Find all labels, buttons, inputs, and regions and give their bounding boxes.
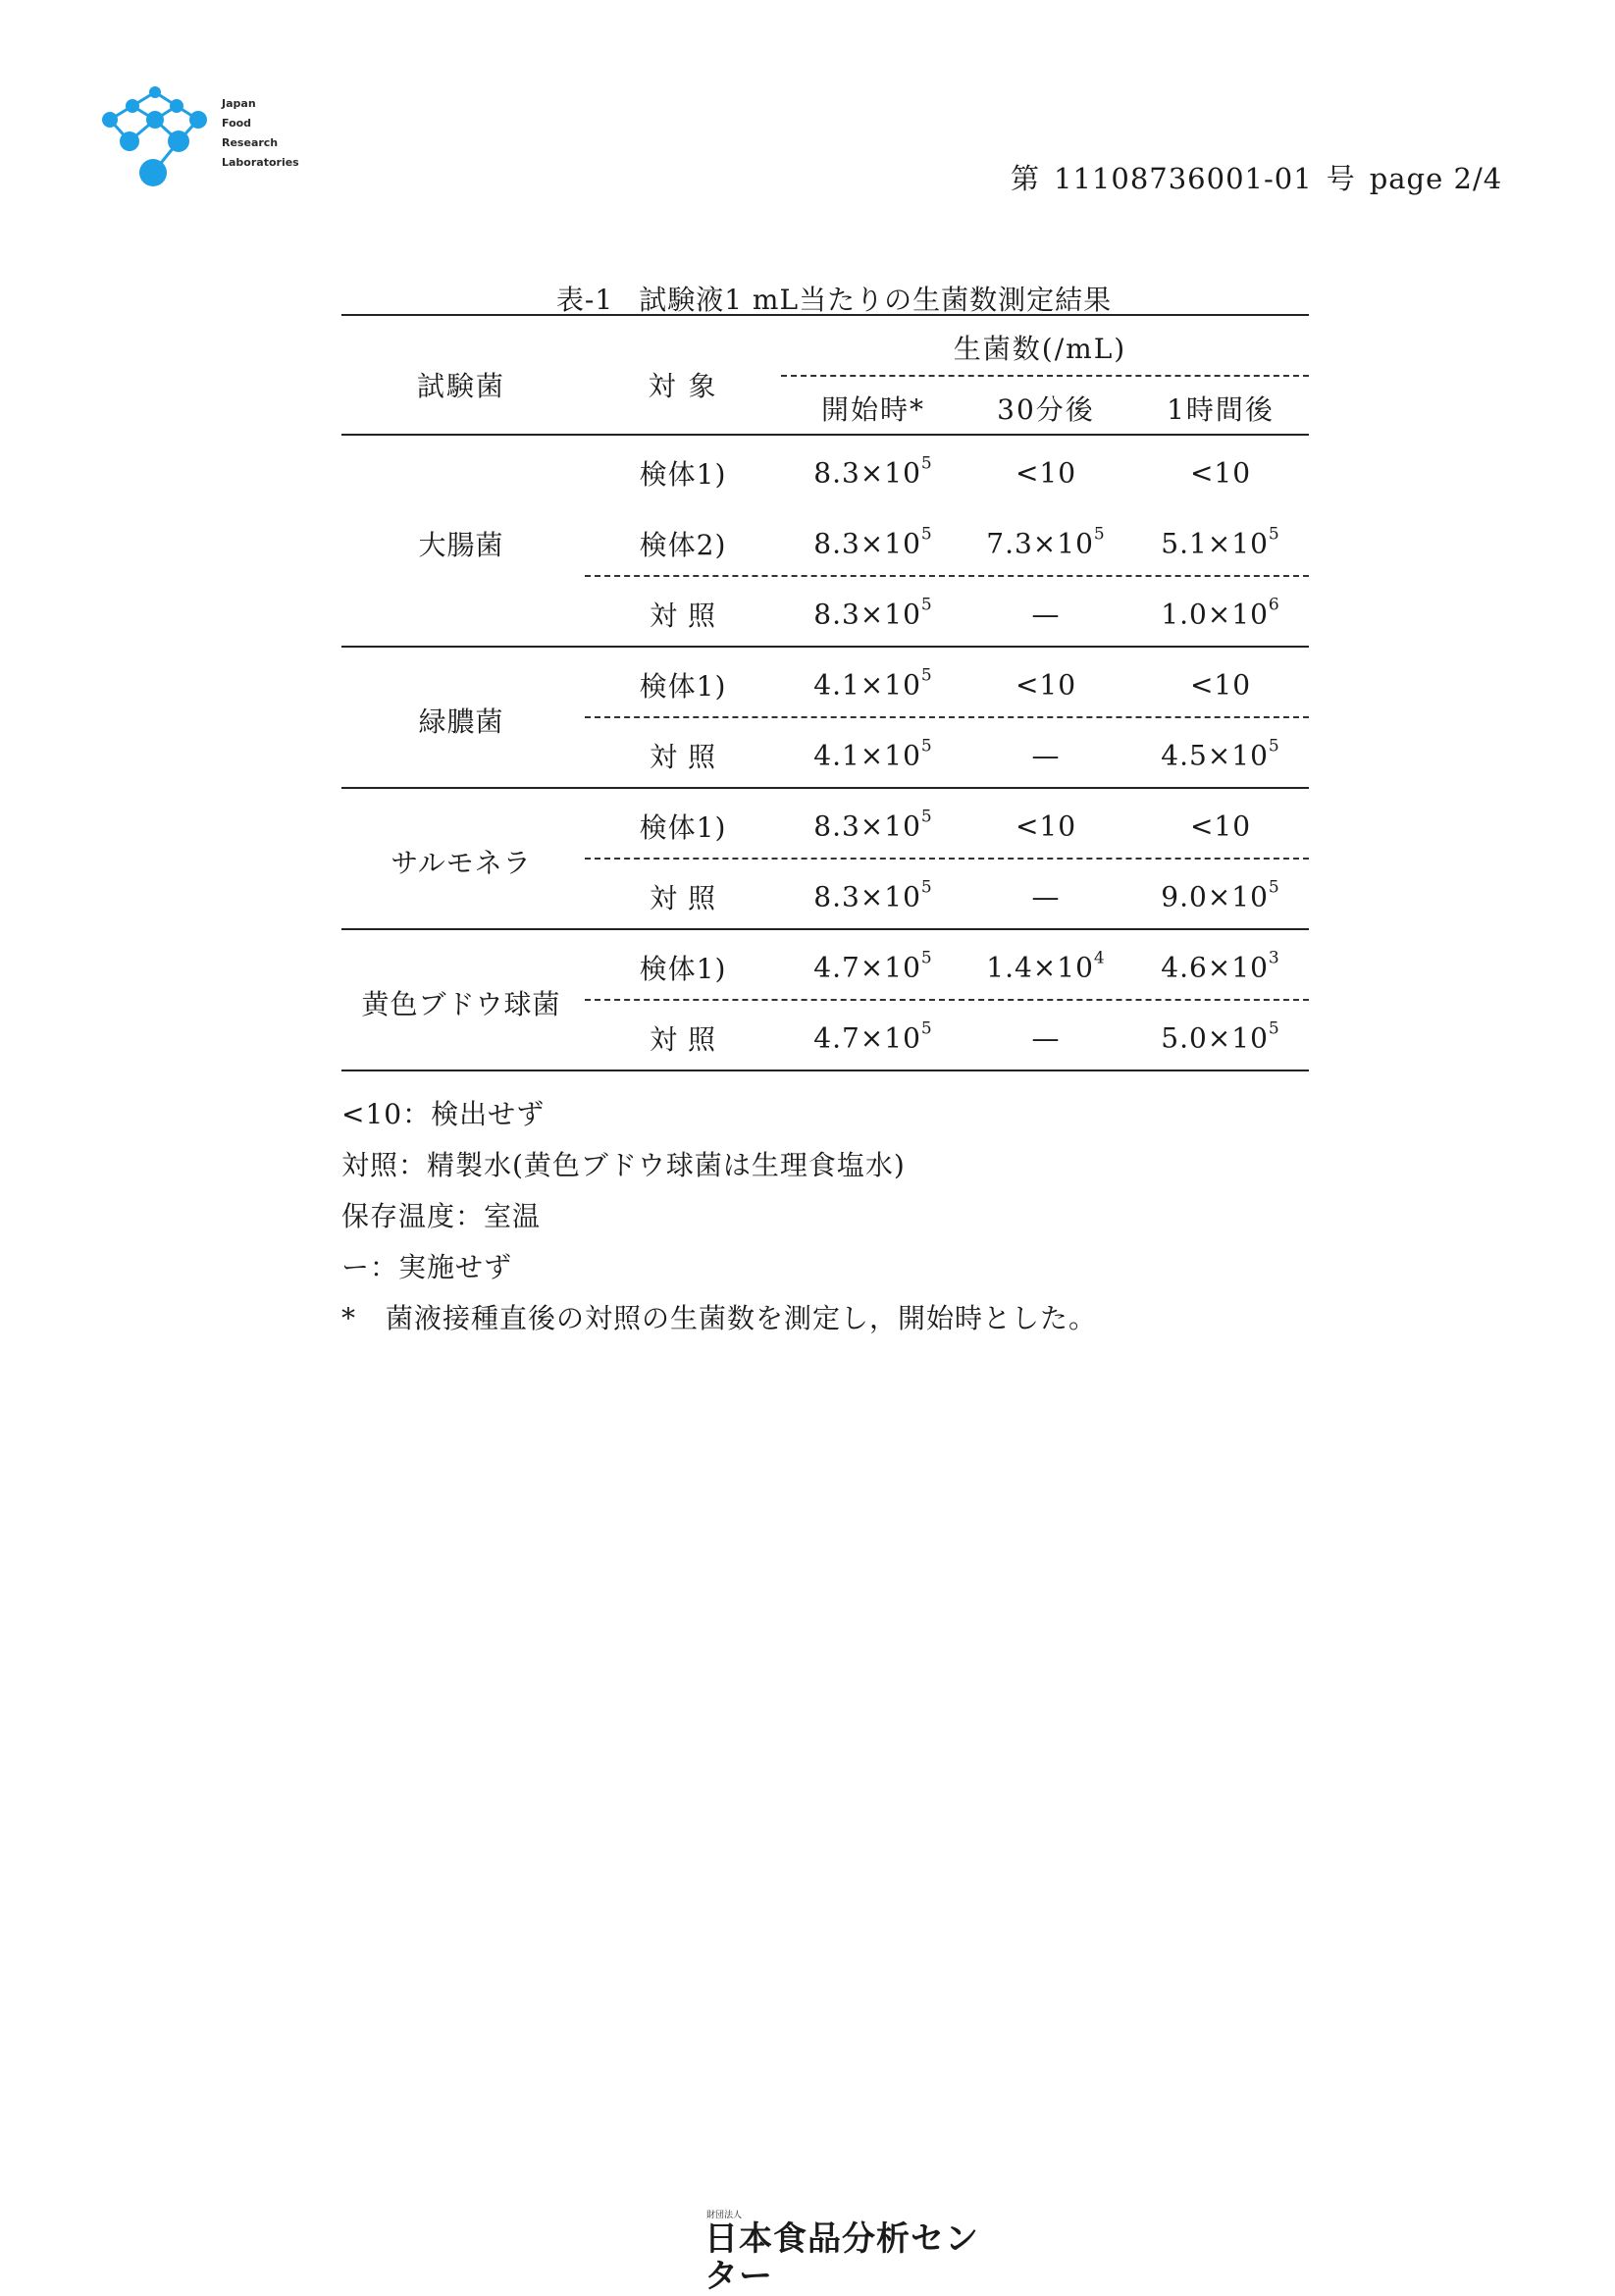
times-ten: ×10 [860, 739, 921, 772]
cell-mantissa: 4.7 [813, 951, 860, 984]
cell-1hour [1161, 877, 1280, 913]
times-ten: ×10 [860, 880, 921, 913]
cell-exponent: 5 [920, 665, 933, 686]
footnote-mark: * [341, 1302, 356, 1334]
footnote-text: 菌液接種直後の対照の生菌数を測定し，開始時とした。 [386, 1302, 1098, 1334]
cell-1hour [1161, 948, 1280, 984]
group-rule [341, 787, 1309, 789]
footer-organization [704, 2208, 999, 2295]
cell-mantissa: 8.3 [813, 598, 860, 631]
organism-label: 大腸菌 [418, 529, 504, 561]
times-ten: ×10 [1207, 739, 1269, 772]
cell-exponent: 5 [1268, 1018, 1280, 1039]
cell-30min: — [1031, 880, 1061, 913]
table-title [343, 279, 1325, 318]
header-start: 開始時* [820, 393, 926, 426]
cell-exponent: 5 [920, 948, 933, 968]
cell-start [813, 807, 933, 843]
cell-exponent: 5 [920, 877, 933, 898]
cell-30min: — [1031, 598, 1061, 631]
cell-mantissa: 8.3 [813, 456, 860, 490]
cell-exponent: 5 [1268, 524, 1280, 545]
times-ten: ×10 [1207, 880, 1269, 913]
cell-30min [986, 948, 1106, 984]
times-ten: ×10 [860, 598, 921, 631]
cell-1hour: <10 [1189, 456, 1252, 490]
cell-start [813, 877, 933, 913]
cell-mantissa: 7.3 [986, 527, 1033, 560]
molecule-logo-icon [88, 78, 226, 196]
footer-small-label: 財団法人 [706, 2211, 743, 2220]
logo-wordmark [222, 94, 299, 173]
cell-start [813, 453, 933, 490]
row-target: 対 照 [650, 600, 716, 632]
row-divider [585, 575, 1309, 577]
cell-mantissa: 5.0 [1161, 1021, 1208, 1055]
doc-number-suffix: 号 [1326, 162, 1356, 195]
header-organism: 試験菌 [416, 370, 506, 402]
group-rule [341, 928, 1309, 930]
times-ten: ×10 [860, 809, 921, 843]
footer-name: 日本食品分析センター [704, 2219, 979, 2296]
cell-exponent: 4 [1093, 948, 1106, 968]
cell-mantissa: 8.3 [813, 880, 860, 913]
cell-mantissa: 4.1 [813, 668, 860, 702]
cell-exponent: 5 [1268, 736, 1280, 757]
cell-start [813, 948, 933, 984]
cell-start [813, 595, 933, 631]
times-ten: ×10 [1207, 1021, 1269, 1055]
company-logo [88, 78, 314, 196]
cell-start [813, 1018, 933, 1055]
times-ten: ×10 [860, 456, 921, 490]
cell-1hour [1161, 524, 1280, 560]
cell-exponent: 5 [920, 736, 933, 757]
cell-1hour [1161, 736, 1280, 772]
logo-line-3: Research [222, 136, 279, 149]
cell-mantissa: 1.4 [986, 951, 1033, 984]
footnote [341, 1293, 1097, 1344]
group-rule [341, 646, 1309, 648]
cell-mantissa: 9.0 [1161, 880, 1208, 913]
times-ten: ×10 [1032, 951, 1094, 984]
cell-mantissa: 4.5 [1161, 739, 1208, 772]
note-not-performed: ー：実施せず [341, 1251, 513, 1283]
note-storage-temp: 保存温度：室温 [341, 1200, 542, 1232]
cell-mantissa: 8.3 [813, 809, 860, 843]
cell-30min: — [1031, 1021, 1061, 1055]
page-indicator: page 2/4 [1369, 162, 1503, 195]
document-number [1011, 157, 1516, 197]
table-number: 表-1 [555, 284, 614, 316]
header-30min: 30分後 [997, 393, 1095, 426]
cell-1hour [1161, 1018, 1280, 1055]
cell-exponent: 5 [920, 1018, 933, 1039]
cell-exponent: 5 [1268, 877, 1280, 898]
times-ten: ×10 [1207, 598, 1269, 631]
note-control: 対照：精製水(黄色ブドウ球菌は生理食塩水) [341, 1149, 906, 1181]
cell-start [813, 736, 933, 772]
cell-30min [986, 524, 1106, 560]
times-ten: ×10 [1207, 527, 1269, 560]
cell-30min: <10 [1015, 668, 1077, 702]
table-caption: 試験液1 mL当たりの生菌数測定結果 [639, 284, 1113, 316]
times-ten: ×10 [860, 668, 921, 702]
times-ten: ×10 [860, 1021, 921, 1055]
header-bottom-rule [341, 434, 1309, 436]
note-not-detected: <10：検出せず [341, 1098, 546, 1130]
times-ten: ×10 [1207, 951, 1269, 984]
cell-1hour [1161, 595, 1280, 631]
row-target: 対 照 [650, 1023, 716, 1056]
cell-1hour: <10 [1189, 668, 1252, 702]
cell-exponent: 6 [1268, 595, 1280, 615]
organism-label: サルモネラ [391, 847, 532, 879]
cell-start [813, 524, 933, 560]
header-1hour: 1時間後 [1167, 393, 1275, 426]
cell-mantissa: 5.1 [1161, 527, 1208, 560]
organism-label: 緑膿菌 [418, 705, 504, 738]
cell-exponent: 5 [920, 807, 933, 827]
logo-line-1: Japan [222, 97, 256, 110]
header-count-group: 生菌数(/mL) [953, 333, 1127, 365]
logo-line-4: Laboratories [222, 156, 299, 169]
row-target: 検体1) [639, 953, 727, 985]
times-ten: ×10 [1032, 527, 1094, 560]
cell-30min: <10 [1015, 809, 1077, 843]
results-table [341, 314, 1309, 1079]
cell-exponent: 5 [1093, 524, 1106, 545]
row-divider [585, 999, 1309, 1001]
row-divider [585, 858, 1309, 860]
cell-mantissa: 4.1 [813, 739, 860, 772]
cell-exponent: 3 [1268, 948, 1280, 968]
cell-30min: — [1031, 739, 1061, 772]
times-ten: ×10 [860, 527, 921, 560]
notes-section [341, 1089, 1097, 1344]
doc-number-value: 11108736001-01 [1054, 162, 1313, 195]
cell-exponent: 5 [920, 453, 933, 474]
row-target: 検体2) [639, 529, 727, 561]
cell-30min: <10 [1015, 456, 1077, 490]
row-target: 検体1) [639, 811, 727, 844]
organism-label: 黄色ブドウ球菌 [361, 988, 561, 1020]
cell-mantissa: 4.7 [813, 1021, 860, 1055]
cell-1hour: <10 [1189, 809, 1252, 843]
header-divider [781, 375, 1309, 377]
row-target: 対 照 [650, 741, 716, 773]
cell-mantissa: 1.0 [1161, 598, 1208, 631]
times-ten: ×10 [860, 951, 921, 984]
logo-line-2: Food [222, 117, 252, 130]
cell-exponent: 5 [920, 524, 933, 545]
table-top-rule [341, 314, 1309, 316]
cell-mantissa: 4.6 [1161, 951, 1208, 984]
doc-number-prefix: 第 [1011, 162, 1041, 195]
header-target: 対 象 [648, 370, 718, 402]
cell-exponent: 5 [920, 595, 933, 615]
row-divider [585, 716, 1309, 718]
row-target: 検体1) [639, 670, 727, 703]
cell-mantissa: 8.3 [813, 527, 860, 560]
row-target: 検体1) [639, 458, 727, 491]
cell-start [813, 665, 933, 702]
row-target: 対 照 [650, 882, 716, 914]
group-rule [341, 1070, 1309, 1071]
